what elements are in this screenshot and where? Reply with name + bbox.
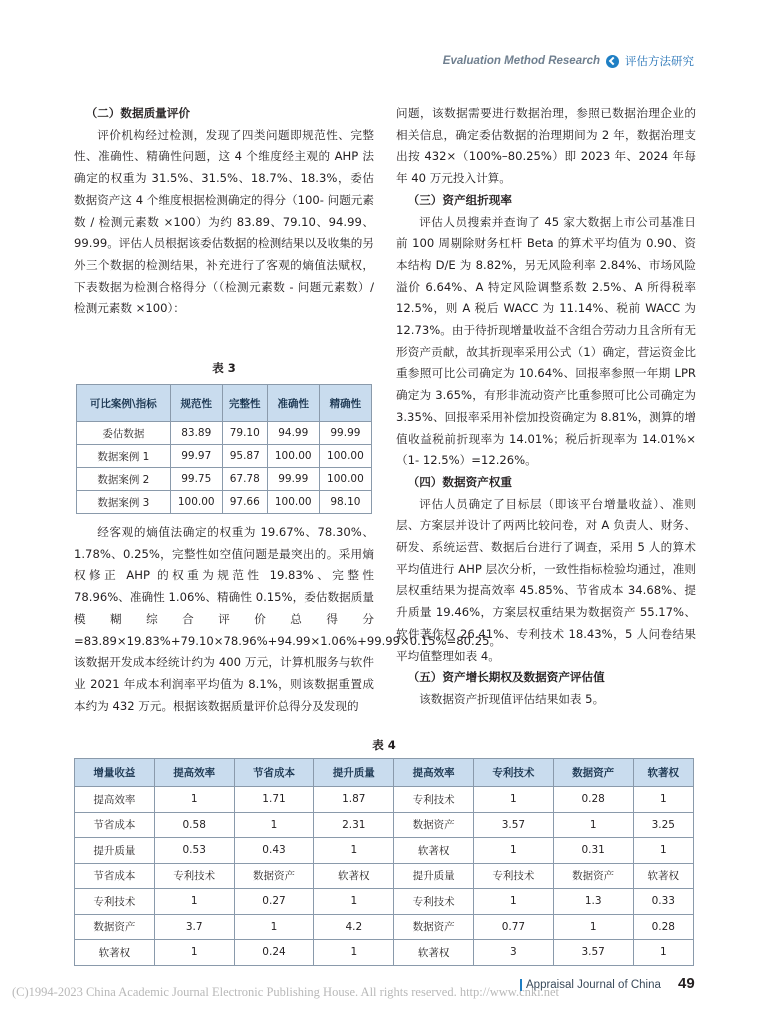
table-cell: 1 [633, 940, 693, 966]
paragraph: 该数据资产折现值评估结果如表 5。 [419, 691, 605, 706]
section-heading-growth-option: （五）资产增长期权及数据资产评估值 [407, 670, 605, 685]
chevron-icon [606, 55, 619, 68]
table-cell: 软著权 [633, 863, 693, 889]
table-cell: 数据资产 [394, 914, 474, 940]
table-cell: 1 [473, 838, 553, 864]
running-header [443, 52, 694, 70]
table-cell: 97.66 [222, 491, 267, 514]
column-header: 提高效率 [154, 759, 234, 787]
right-column [396, 103, 696, 711]
table-cell: 提升质量 [394, 863, 474, 889]
table-cell: 4.2 [314, 914, 394, 940]
column-header: 完整性 [222, 385, 267, 422]
column-header: 节省成本 [234, 759, 314, 787]
table-cell: 1.71 [234, 787, 314, 813]
table-cell: 67.78 [222, 468, 267, 491]
table-cell: 1 [314, 889, 394, 915]
table-cell: 0.28 [553, 787, 633, 813]
table-cell: 83.89 [170, 422, 222, 445]
table-cell: 100.00 [267, 491, 319, 514]
table-cell: 专利技术 [394, 889, 474, 915]
table-cell: 1 [154, 940, 234, 966]
table-cell: 98.10 [319, 491, 371, 514]
table-cell: 1 [473, 889, 553, 915]
table4 [74, 758, 694, 966]
section-heading-discount-rate: （三）资产组折现率 [407, 192, 512, 207]
table-row [75, 863, 694, 889]
column-header: 规范性 [170, 385, 222, 422]
table-cell: 1.3 [553, 889, 633, 915]
table-cell: 3.57 [473, 812, 553, 838]
table-cell: 3.57 [553, 940, 633, 966]
table-cell: 专利技术 [75, 889, 155, 915]
page-number: 49 [678, 975, 695, 992]
left-column-bottom [74, 522, 502, 717]
table-cell: 1 [473, 787, 553, 813]
table-header-row [75, 759, 694, 787]
journal-name: Appraisal Journal of China [520, 979, 661, 991]
section-heading-asset-weight: （四）数据资产权重 [407, 474, 512, 489]
column-header: 专利技术 [473, 759, 553, 787]
table-row [77, 491, 372, 514]
table-row [77, 445, 372, 468]
table-cell: 1 [154, 787, 234, 813]
table-cell: 3.7 [154, 914, 234, 940]
column-header: 提高效率 [394, 759, 474, 787]
table-cell: 1 [633, 838, 693, 864]
table-cell: 100.00 [319, 445, 371, 468]
section-heading-data-quality: （二）数据质量评价 [85, 106, 190, 120]
table-row [77, 468, 372, 491]
column-header: 提升质量 [314, 759, 394, 787]
table-cell: 1 [553, 812, 633, 838]
table-cell: 0.58 [154, 812, 234, 838]
column-header: 准确性 [267, 385, 319, 422]
table-cell: 0.31 [553, 838, 633, 864]
table-cell: 数据资产 [234, 863, 314, 889]
table-row [75, 787, 694, 813]
table-cell: 94.99 [267, 422, 319, 445]
table-cell: 软著权 [314, 863, 394, 889]
table-cell: 0.24 [234, 940, 314, 966]
table-cell: 1.87 [314, 787, 394, 813]
table-cell: 1 [314, 940, 394, 966]
table-cell: 1 [314, 838, 394, 864]
table-cell: 提高效率 [75, 787, 155, 813]
table-cell: 数据资产 [394, 812, 474, 838]
table-cell: 0.53 [154, 838, 234, 864]
table-row [77, 422, 372, 445]
table-cell: 1 [633, 787, 693, 813]
paragraph: 评估人员搜索并查询了 45 家大数据上市公司基准日前 100 周剔除财务杠杆 Beta 的算术平均值为 0.90、资本结构 D/E 为 8.82%，另无风险利率 2.84%、市场风险溢价 6.64%、A 特定风险调整系数 2.5%、A 所得税率 12.5%，则 A 税后 WACC 为 11.14%、税前 WACC 为 12.73%。由于待折现增量收益不含组合劳动力且含所有无形资产贡献，故其折现率采用公式（1）确定，营运资金比重参照可比公司确定为 10.64%、回报率参照一年期 LPR 确定为 3.65%，有形非流动资产比重参照可比公司确定为 3.35%、回报率采用补偿加投资确定为 8.81%，测算的增值收益税前折现率为 14.01%；税后折现率为 14.01%×（1- 12.5%）=12.26%。 [396, 214, 696, 468]
table-cell: 0.27 [234, 889, 314, 915]
table-cell: 1 [234, 812, 314, 838]
table-cell: 3 [473, 940, 553, 966]
table3-caption: 表 3 [212, 361, 236, 375]
table-cell: 0.77 [473, 914, 553, 940]
table-cell: 0.33 [633, 889, 693, 915]
table-cell: 3.25 [633, 812, 693, 838]
table-cell: 100.00 [267, 445, 319, 468]
table-body [77, 422, 372, 514]
paragraph: 评估人员确定了目标层（即该平台增量收益）、准则层、方案层并设计了两两比较问卷，对 A 负责人、财务、研发、系统运营、数据后台进行了调查，采用 5 人的算术平均值进行 AHP 层次分析，一致性指标检验均通过，准则层权重结果为提高效率 45.85%、节省成本 34.68%、提升质量 19.46%，方案层权重结果为数据资产 55.17%、软件著作权 26.41%、专利技术 18.43%，5 人问卷结果平均值整理如表 4。 [396, 496, 696, 663]
table-row [75, 812, 694, 838]
table-row [75, 889, 694, 915]
table-cell: 数据资产 [553, 863, 633, 889]
table-cell: 软著权 [75, 940, 155, 966]
table-cell: 79.10 [222, 422, 267, 445]
table-cell: 软著权 [394, 838, 474, 864]
table-cell: 100.00 [319, 468, 371, 491]
column-header: 精确性 [319, 385, 371, 422]
paragraph: 问题，该数据需要进行数据治理，参照已数据治理企业的相关信息，确定委估数据的治理期间为 2 年，数据治理支出按 432×（100%–80.25%）即 2023 年、2024 年每年 40 万元投入计算。 [396, 106, 696, 186]
table-cell: 1 [553, 914, 633, 940]
column-header: 增量收益 [75, 759, 155, 787]
table-cell: 专利技术 [154, 863, 234, 889]
table-header-row [77, 385, 372, 422]
table-cell: 数据案例 1 [77, 445, 171, 468]
copyright-notice: (C)1994-2023 China Academic Journal Electronic Publishing House. All rights reserved. http://www.cnki.net [12, 985, 560, 999]
paragraph: 经客观的熵值法确定的权重为 19.67%、78.30%、1.78%、0.25%，完整性如空值问题是最突出的。采用熵权修正 AHP 的权重为规范性 19.83%、完整性 78.96%、准确性 1.06%、精确性 0.15%，委估数据质量模糊综合评价总得分 =83.89×19.83%+79.10×78.96%+94.99×1.06%+99.99×0.15%=80.25。该数据开发成本经统计约为 400 万元，计算机服务与软件业 2021 年成本利润率平均值为 8.1%，则该数据重置成本约为 432 万元。根据该数据质量评价总得分及发现的 [74, 525, 502, 713]
table-cell: 1 [154, 889, 234, 915]
table-cell: 软著权 [394, 940, 474, 966]
paragraph: 评价机构经过检测，发现了四类问题即规范性、完整性、准确性、精确性问题，这 4 个维度经主观的 AHP 法确定的权重为 31.5%、31.5%、18.7%、18.3%，委估数据资产这 4 个维度根据检测确定的得分（100- 问题元素数 / 检测元素数 ×100）为约 83.89、79.10、94.99、99.99。评估人员根据该委估数据的检测结果以及收集的另外三个数据的检测结果，补充进行了客观的熵值法赋权，下表数据为检测合格得分（（检测元素数 - 问题元素数）/ 检测元素数 ×100）： [74, 127, 374, 316]
table-cell: 专利技术 [473, 863, 553, 889]
table-cell: 1 [234, 914, 314, 940]
column-header: 软著权 [633, 759, 693, 787]
table-cell: 提升质量 [75, 838, 155, 864]
table-cell: 99.99 [319, 422, 371, 445]
header-chinese-title: 评估方法研究 [625, 54, 694, 68]
table-cell: 0.28 [633, 914, 693, 940]
column-header: 可比案例\指标 [77, 385, 171, 422]
table-cell: 99.97 [170, 445, 222, 468]
column-header: 数据资产 [553, 759, 633, 787]
table-body [75, 787, 694, 966]
header-english-title: Evaluation Method Research [442, 55, 600, 67]
table-cell: 95.87 [222, 445, 267, 468]
table-cell: 数据案例 2 [77, 468, 171, 491]
table-cell: 专利技术 [394, 787, 474, 813]
table4-caption: 表 4 [372, 738, 396, 752]
table-cell: 99.75 [170, 468, 222, 491]
table-cell: 数据案例 3 [77, 491, 171, 514]
table-cell: 100.00 [170, 491, 222, 514]
table-cell: 0.43 [234, 838, 314, 864]
table-row [75, 914, 694, 940]
left-column-top [74, 103, 374, 320]
table3 [76, 384, 372, 514]
table-cell: 委估数据 [77, 422, 171, 445]
table-row [75, 838, 694, 864]
table-cell: 数据资产 [75, 914, 155, 940]
table-cell: 节省成本 [75, 863, 155, 889]
table-cell: 节省成本 [75, 812, 155, 838]
table-cell: 99.99 [267, 468, 319, 491]
table-cell: 2.31 [314, 812, 394, 838]
table-row [75, 940, 694, 966]
